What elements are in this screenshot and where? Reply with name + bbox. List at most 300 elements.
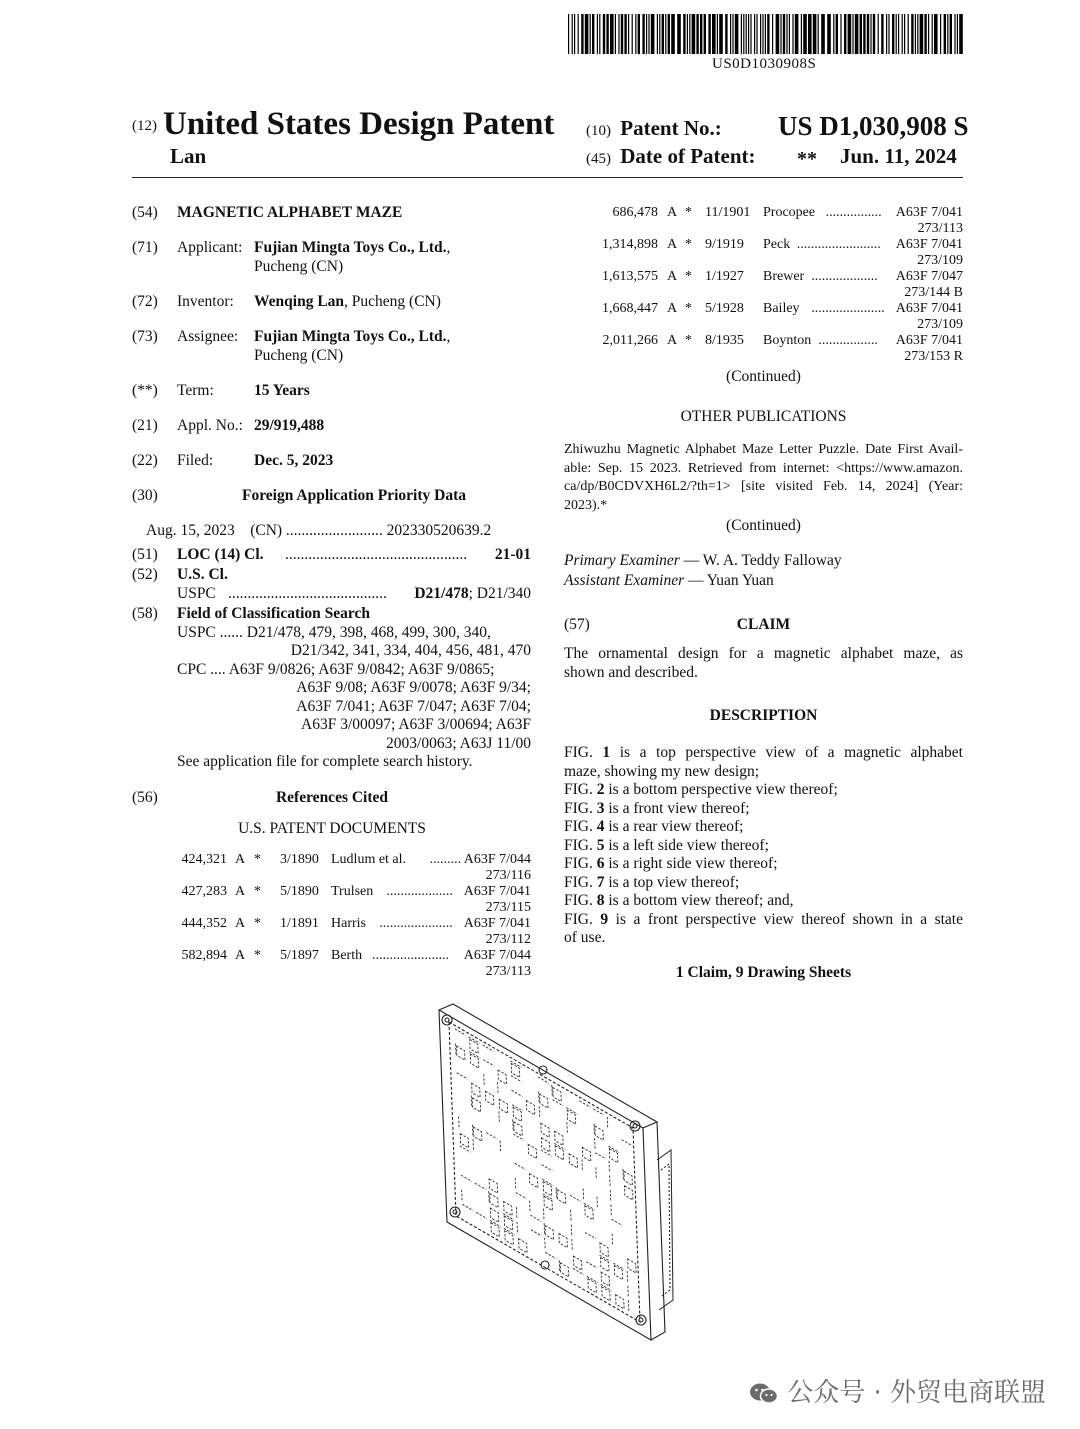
maze-wall (486, 1133, 497, 1139)
maze-cell (560, 1263, 569, 1277)
reference-examiner-cited: * (254, 884, 261, 899)
maze-wall (542, 1165, 553, 1171)
fig-caption: is a left side view thereof; (604, 836, 769, 854)
barcode-bar (750, 14, 751, 54)
maze-cell (557, 1190, 566, 1204)
reference-class: A63F 7/041 (895, 333, 963, 348)
barcode-bar (735, 14, 739, 54)
inventor-label: Inventor: (177, 293, 234, 310)
barcode-bar (915, 14, 916, 54)
maze-cell (485, 1091, 494, 1105)
reference-kind: A (235, 948, 246, 963)
search-field-heading: Field of Classification Search (177, 605, 371, 622)
maze-wall (567, 1122, 568, 1133)
search-line: 2003/0063; A63J 11/00 (386, 735, 531, 752)
reference-subclass: 273/112 (485, 932, 531, 947)
priority-data-heading: Foreign Application Priority Data (241, 487, 467, 504)
citation-line: able: Sep. 15 2023. Retrieved from internet: <https://www.amazon. (564, 460, 963, 476)
description-line (564, 763, 963, 782)
reference-date: 8/1935 (705, 333, 744, 348)
fig-caption: is a top perspective view of a magnetic alphabet (610, 744, 963, 761)
maze-cell (472, 1083, 481, 1097)
reference-class: A63F 7/044 (463, 948, 531, 963)
reference-name: Bailey (763, 301, 800, 316)
maze-cell (540, 1094, 549, 1108)
maze-cell (519, 1239, 528, 1253)
field-code: (51) (132, 546, 158, 563)
reference-subclass: 273/153 R (904, 349, 963, 364)
maze-cell (553, 1087, 562, 1101)
maze-wall (572, 1239, 573, 1250)
primary-examiner-name: — W. A. Teddy Falloway (679, 552, 842, 569)
maze-cell (490, 1208, 499, 1222)
maze-cell (559, 1234, 568, 1248)
reference-kind: A (667, 301, 678, 316)
patent-number-label: Patent No.: (620, 116, 722, 140)
barcode-bar (940, 14, 941, 54)
barcode-bar (844, 14, 846, 54)
reference-class: A63F 7/041 (895, 205, 963, 220)
maze-wall (545, 1238, 546, 1249)
reference-number: 1,314,898 (602, 237, 658, 252)
filed-value: Dec. 5, 2023 (254, 452, 334, 469)
reference-name: Ludlum et al. (331, 852, 407, 867)
reference-kind: A (235, 916, 246, 931)
barcode-bar (618, 14, 619, 54)
barcode-bar (683, 14, 685, 54)
fig-prefix: FIG. (564, 855, 597, 872)
barcode-bar (717, 14, 718, 54)
maze-cell (473, 1127, 482, 1141)
barcode-bar (671, 14, 675, 54)
maze-cell (529, 1174, 538, 1188)
barcode-bar (836, 14, 838, 54)
barcode-bar (902, 14, 903, 54)
barcode-bar (950, 14, 952, 54)
maze-wall (607, 1117, 608, 1128)
other-publications-heading: OTHER PUBLICATIONS (680, 408, 847, 425)
patent-number: US D1,030,908 S (778, 111, 969, 141)
barcode-bar (855, 14, 859, 54)
maze-wall (571, 1225, 572, 1236)
patent-type-title: United States Design Patent (163, 106, 555, 142)
reference-kind: A (235, 852, 246, 867)
inventor-surname: Lan (170, 144, 207, 168)
barcode-bar (776, 14, 780, 54)
barcode-bar (754, 14, 755, 54)
barcode-bar (928, 14, 929, 54)
reference-name: Trulsen (331, 884, 374, 899)
appl-no-value: 29/919,488 (254, 417, 325, 434)
maze-cell (457, 1046, 466, 1060)
search-line: A63F 7/041; A63F 7/047; A63F 7/04; (296, 698, 531, 715)
barcode-bar (578, 14, 579, 54)
maze-wall (586, 1262, 597, 1268)
maze-wall (483, 1045, 494, 1051)
loc-dots: ............................................... (285, 546, 468, 563)
field-code: (22) (132, 452, 158, 469)
fig-number: 3 (596, 799, 605, 817)
barcode-bar (821, 14, 825, 54)
maze-wall (483, 1060, 494, 1066)
fig-caption: is a top view thereof; (604, 873, 740, 891)
fig-caption: of use. (564, 929, 606, 946)
maze-wall (530, 1201, 531, 1212)
maze-cell (498, 1070, 507, 1084)
maze-cell (555, 1131, 564, 1145)
uspc-main: D21/478 (414, 585, 469, 602)
fig-caption: is a front perspective view thereof shown in a state (608, 910, 963, 928)
barcode-bar (860, 14, 862, 54)
maze-cell (541, 1123, 550, 1137)
maze-wall (610, 1175, 611, 1186)
fig-number: 8 (596, 892, 605, 909)
barcode-bar (886, 14, 887, 54)
description-line (564, 781, 963, 800)
maze-wall (516, 1207, 517, 1218)
barcode-bar (700, 14, 702, 54)
field-code: (58) (132, 605, 158, 622)
fig-number: 4 (596, 818, 605, 835)
maze-wall (545, 1252, 556, 1258)
maze-wall (611, 1205, 612, 1216)
appl-no-label: Appl. No.: (177, 417, 243, 434)
maze-wall (471, 1095, 472, 1106)
fig-caption: is a bottom view thereof; and, (604, 892, 794, 909)
barcode-bar (657, 14, 658, 54)
maze-wall (583, 1189, 584, 1200)
watermark (749, 1372, 1046, 1409)
continued-note: (Continued) (726, 368, 801, 385)
field-code: (**) (132, 382, 158, 399)
maze-wall (628, 1300, 629, 1311)
field-code-12: (12) (132, 117, 157, 134)
maze-wall (517, 1222, 518, 1233)
fig-prefix: FIG. (564, 892, 597, 909)
maze-wall (538, 1077, 549, 1083)
search-line: CPC .... A63F 9/0826; A63F 9/0842; A63F 9/0865; (177, 661, 495, 678)
maze-wall (571, 1210, 572, 1221)
barcode-bar (635, 14, 636, 54)
reference-number: 1,668,447 (602, 301, 658, 316)
field-code: (21) (132, 417, 158, 434)
fig-prefix: FIG. (564, 781, 597, 798)
reference-date: 3/1890 (280, 852, 319, 867)
watermark-text: 公众号 · 外贸电商联盟 (787, 1378, 1046, 1408)
maze-wall (513, 1119, 514, 1130)
description-line (564, 929, 963, 948)
barcode-bar (689, 14, 690, 54)
barcode-bar (730, 14, 731, 54)
barcode-bar (932, 14, 933, 54)
barcode-bar (708, 14, 710, 54)
reference-dots: ..................... (379, 916, 453, 931)
reference-subclass: 273/115 (485, 900, 531, 915)
continued-note: (Continued) (726, 517, 801, 534)
reference-number: 424,321 (181, 852, 227, 867)
barcode-bar (704, 14, 706, 54)
reference-examiner-cited: * (685, 269, 692, 284)
barcode-bar (863, 14, 865, 54)
reference-date: 5/1897 (280, 948, 319, 963)
reference-dots: ..................... (811, 301, 885, 316)
reference-examiner-cited: * (685, 333, 692, 348)
maze-cell (624, 1171, 633, 1185)
maze-wall (515, 1163, 526, 1169)
maze-wall (622, 1140, 633, 1146)
reference-number: 2,011,266 (602, 333, 658, 348)
maze-cell (582, 1147, 591, 1161)
maze-wall (539, 1106, 540, 1117)
maze-cell (499, 1099, 508, 1113)
date-of-patent-label: Date of Patent: (620, 144, 756, 168)
maze-wall (552, 1085, 553, 1096)
barcode-bar (665, 14, 666, 54)
barcode-bar (898, 14, 899, 54)
claim-line: shown and described. (564, 663, 698, 681)
maze-cell (526, 1101, 535, 1115)
reference-examiner-cited: * (685, 205, 692, 220)
description-line (564, 744, 963, 763)
applicant-place: Pucheng (CN) (254, 258, 344, 275)
maze-wall (585, 1233, 596, 1239)
fig-number: 1 (602, 744, 611, 761)
assignee-name-line (254, 328, 450, 347)
barcode-bar (692, 14, 696, 54)
reference-subclass: 273/113 (485, 964, 531, 979)
field-code: (30) (132, 487, 158, 504)
barcode-bar (677, 14, 681, 54)
header-divider (132, 177, 963, 178)
other-publication-citation (564, 441, 963, 515)
barcode-bar (638, 14, 640, 54)
barcode-bar (908, 14, 909, 54)
barcode-bar (840, 14, 841, 54)
barcode-bar (748, 14, 749, 54)
barcode-bar (696, 14, 698, 54)
loc-class-value: 21-01 (494, 546, 531, 563)
maze-cell (616, 1295, 625, 1309)
search-line: USPC ...... D21/478, 479, 398, 468, 499, 300, 340, (177, 624, 491, 641)
reference-dots: ................ (825, 205, 882, 220)
reference-date: 9/1919 (705, 237, 744, 252)
barcode-bar (904, 14, 905, 54)
barcode-bar (813, 14, 817, 54)
maze-cell (545, 1226, 554, 1240)
barcode-bar (957, 14, 958, 54)
maze-wall (623, 1169, 624, 1180)
maze-cell (528, 1144, 537, 1158)
description-line (564, 855, 963, 874)
reference-dots: ................... (811, 269, 878, 284)
reference-dots: ................... (386, 884, 453, 899)
fig-prefix: FIG. (564, 910, 601, 928)
field-code: (71) (132, 239, 158, 256)
barcode-bar (756, 14, 757, 54)
barcode-bar (767, 14, 769, 54)
uspc-rest: ; D21/340 (468, 585, 531, 602)
reference-date: 5/1928 (705, 301, 744, 316)
maze-wall (570, 1195, 581, 1201)
barcode-bar (574, 14, 575, 54)
maze-wall (539, 1092, 540, 1103)
applicant-name: Fujian Mingta Toys Co., Ltd. (254, 239, 447, 256)
maze-wall (462, 1190, 463, 1201)
barcode-bar (783, 14, 785, 54)
field-code: (57) (564, 616, 590, 633)
barcode-bar (615, 14, 616, 54)
barcode (568, 14, 965, 54)
barcode-bar (792, 14, 793, 54)
maze-wall (559, 1260, 560, 1271)
term-label: Term: (177, 382, 214, 399)
maze-wall (612, 1234, 613, 1245)
barcode-bar (917, 14, 918, 54)
barcode-bar (642, 14, 644, 54)
barcode-bar (795, 14, 799, 54)
fig-caption: is a front view thereof; (604, 799, 750, 817)
assignee-name: Fujian Mingta Toys Co., Ltd. (254, 328, 447, 345)
patent-title-line (132, 106, 554, 143)
reference-name: Brewer (763, 269, 805, 284)
barcode-bar (606, 14, 608, 54)
maze-wall (484, 1074, 485, 1085)
fig-caption: maze, showing my new design; (564, 762, 760, 780)
field-code-45: (45) (586, 151, 611, 167)
reference-class: A63F 7/041 (463, 916, 531, 931)
reference-examiner-cited: * (254, 852, 261, 867)
maze-cell (573, 1256, 582, 1270)
search-line: A63F 3/00097; A63F 3/00694; A63F (301, 716, 531, 733)
barcode-bar (719, 14, 723, 54)
fig-number: 7 (596, 873, 605, 891)
priority-data-line: Aug. 15, 2023 (CN) ......................... 202330520639.2 (146, 522, 492, 539)
maze-wall (456, 1044, 457, 1055)
barcode-bar (808, 14, 812, 54)
barcode-bar (867, 14, 869, 54)
us-class-label: U.S. Cl. (177, 566, 228, 583)
barcode-bar (765, 14, 766, 54)
maze-cell (625, 1186, 634, 1200)
citation-line: 2023).* (564, 497, 608, 513)
inventor-name: Wenqing Lan (254, 293, 345, 310)
barcode-bar (873, 14, 875, 54)
barcode-bar (801, 14, 802, 54)
barcode-bar (920, 14, 924, 54)
reference-subclass: 273/109 (917, 253, 963, 268)
maze-cell (595, 1126, 604, 1140)
fig-caption: is a bottom perspective view thereof; (604, 781, 838, 798)
barcode-bar (659, 14, 660, 54)
maze-wall (498, 1082, 499, 1093)
fig-prefix: FIG. (564, 873, 597, 891)
maze-wall (612, 1219, 623, 1225)
maze-wall (597, 1197, 598, 1208)
reference-date: 5/1890 (280, 884, 319, 899)
assignee-comma: , (446, 328, 451, 345)
maze-wall (531, 1230, 542, 1236)
fig-number: 9 (600, 910, 609, 928)
maze-wall (461, 1175, 472, 1181)
barcode-bar (789, 14, 790, 54)
barcode-bar (572, 14, 573, 54)
reference-number: 1,613,575 (602, 269, 658, 284)
reference-name: Boynton (763, 333, 812, 348)
assignee-label: Assignee: (177, 328, 239, 345)
barcode-bar (911, 14, 913, 54)
barcode-bar (741, 14, 742, 54)
description-line (564, 818, 963, 837)
assistant-examiner (564, 572, 774, 591)
barcode-bar (621, 14, 623, 54)
reference-date: 1/1927 (705, 269, 744, 284)
maze-cell (472, 1098, 481, 1112)
fig-prefix: FIG. (564, 744, 603, 761)
barcode-bar (732, 14, 733, 54)
citation-line: ca/dp/B0CDVXH6L2/?th=1> [site visited Feb. 14, 2024] (Year: (564, 479, 963, 494)
maze-wall (473, 1139, 474, 1150)
barcode-bar (833, 14, 834, 54)
fig-prefix: FIG. (564, 836, 597, 854)
reference-dots: ......... (429, 852, 462, 867)
maze-wall (596, 1167, 597, 1178)
maze-cell (628, 1259, 637, 1273)
maze-cell (489, 1179, 498, 1193)
fig-prefix: FIG. (564, 799, 597, 817)
maze-wall (499, 1111, 500, 1122)
us-patent-docs-heading: U.S. PATENT DOCUMENTS (238, 820, 426, 837)
barcode-bar (947, 14, 948, 54)
barcode-bar (687, 14, 688, 54)
barcode-bar (959, 14, 963, 54)
fig-caption: is a right side view thereof; (604, 855, 778, 872)
references-cited-heading: References Cited (275, 789, 389, 806)
reference-examiner-cited: * (685, 237, 692, 252)
maze-wall (500, 1141, 501, 1152)
reference-kind: A (667, 205, 678, 220)
maze-wall (544, 1209, 545, 1220)
maze-cell (600, 1243, 609, 1257)
reference-name: Berth (331, 948, 363, 963)
maze-wall (459, 1117, 460, 1128)
maze-wall (489, 1191, 490, 1202)
barcode-bar (786, 14, 787, 54)
maze-cell (504, 1202, 512, 1216)
barcode-bar (610, 14, 614, 54)
barcode-bar (632, 14, 633, 54)
reference-examiner-cited: * (254, 916, 261, 931)
document-number: US0D1030908S (712, 56, 817, 72)
barcode-bar (597, 14, 598, 54)
description-heading: DESCRIPTION (709, 707, 818, 724)
reference-examiner-cited: * (685, 301, 692, 316)
search-line: D21/342, 341, 334, 404, 456, 481, 470 (290, 642, 531, 659)
search-line: A63F 9/08; A63F 9/0078; A63F 9/34; (296, 679, 531, 696)
claim-line: The ornamental design for a magnetic alphabet maze, as (564, 645, 963, 662)
barcode-bar (599, 14, 600, 54)
maze-wall (530, 1215, 541, 1221)
maze-wall (595, 1153, 606, 1159)
barcode-bar (870, 14, 871, 54)
maze-cell (541, 1138, 550, 1152)
primary-examiner-label: Primary Examiner (564, 552, 680, 569)
maze-wall (556, 1187, 557, 1198)
fig-number: 5 (596, 836, 605, 854)
date-of-patent-row (586, 144, 756, 169)
barcode-bar (651, 14, 655, 54)
barcode-bar (585, 14, 589, 54)
date-of-patent: Jun. 11, 2024 (840, 144, 957, 168)
